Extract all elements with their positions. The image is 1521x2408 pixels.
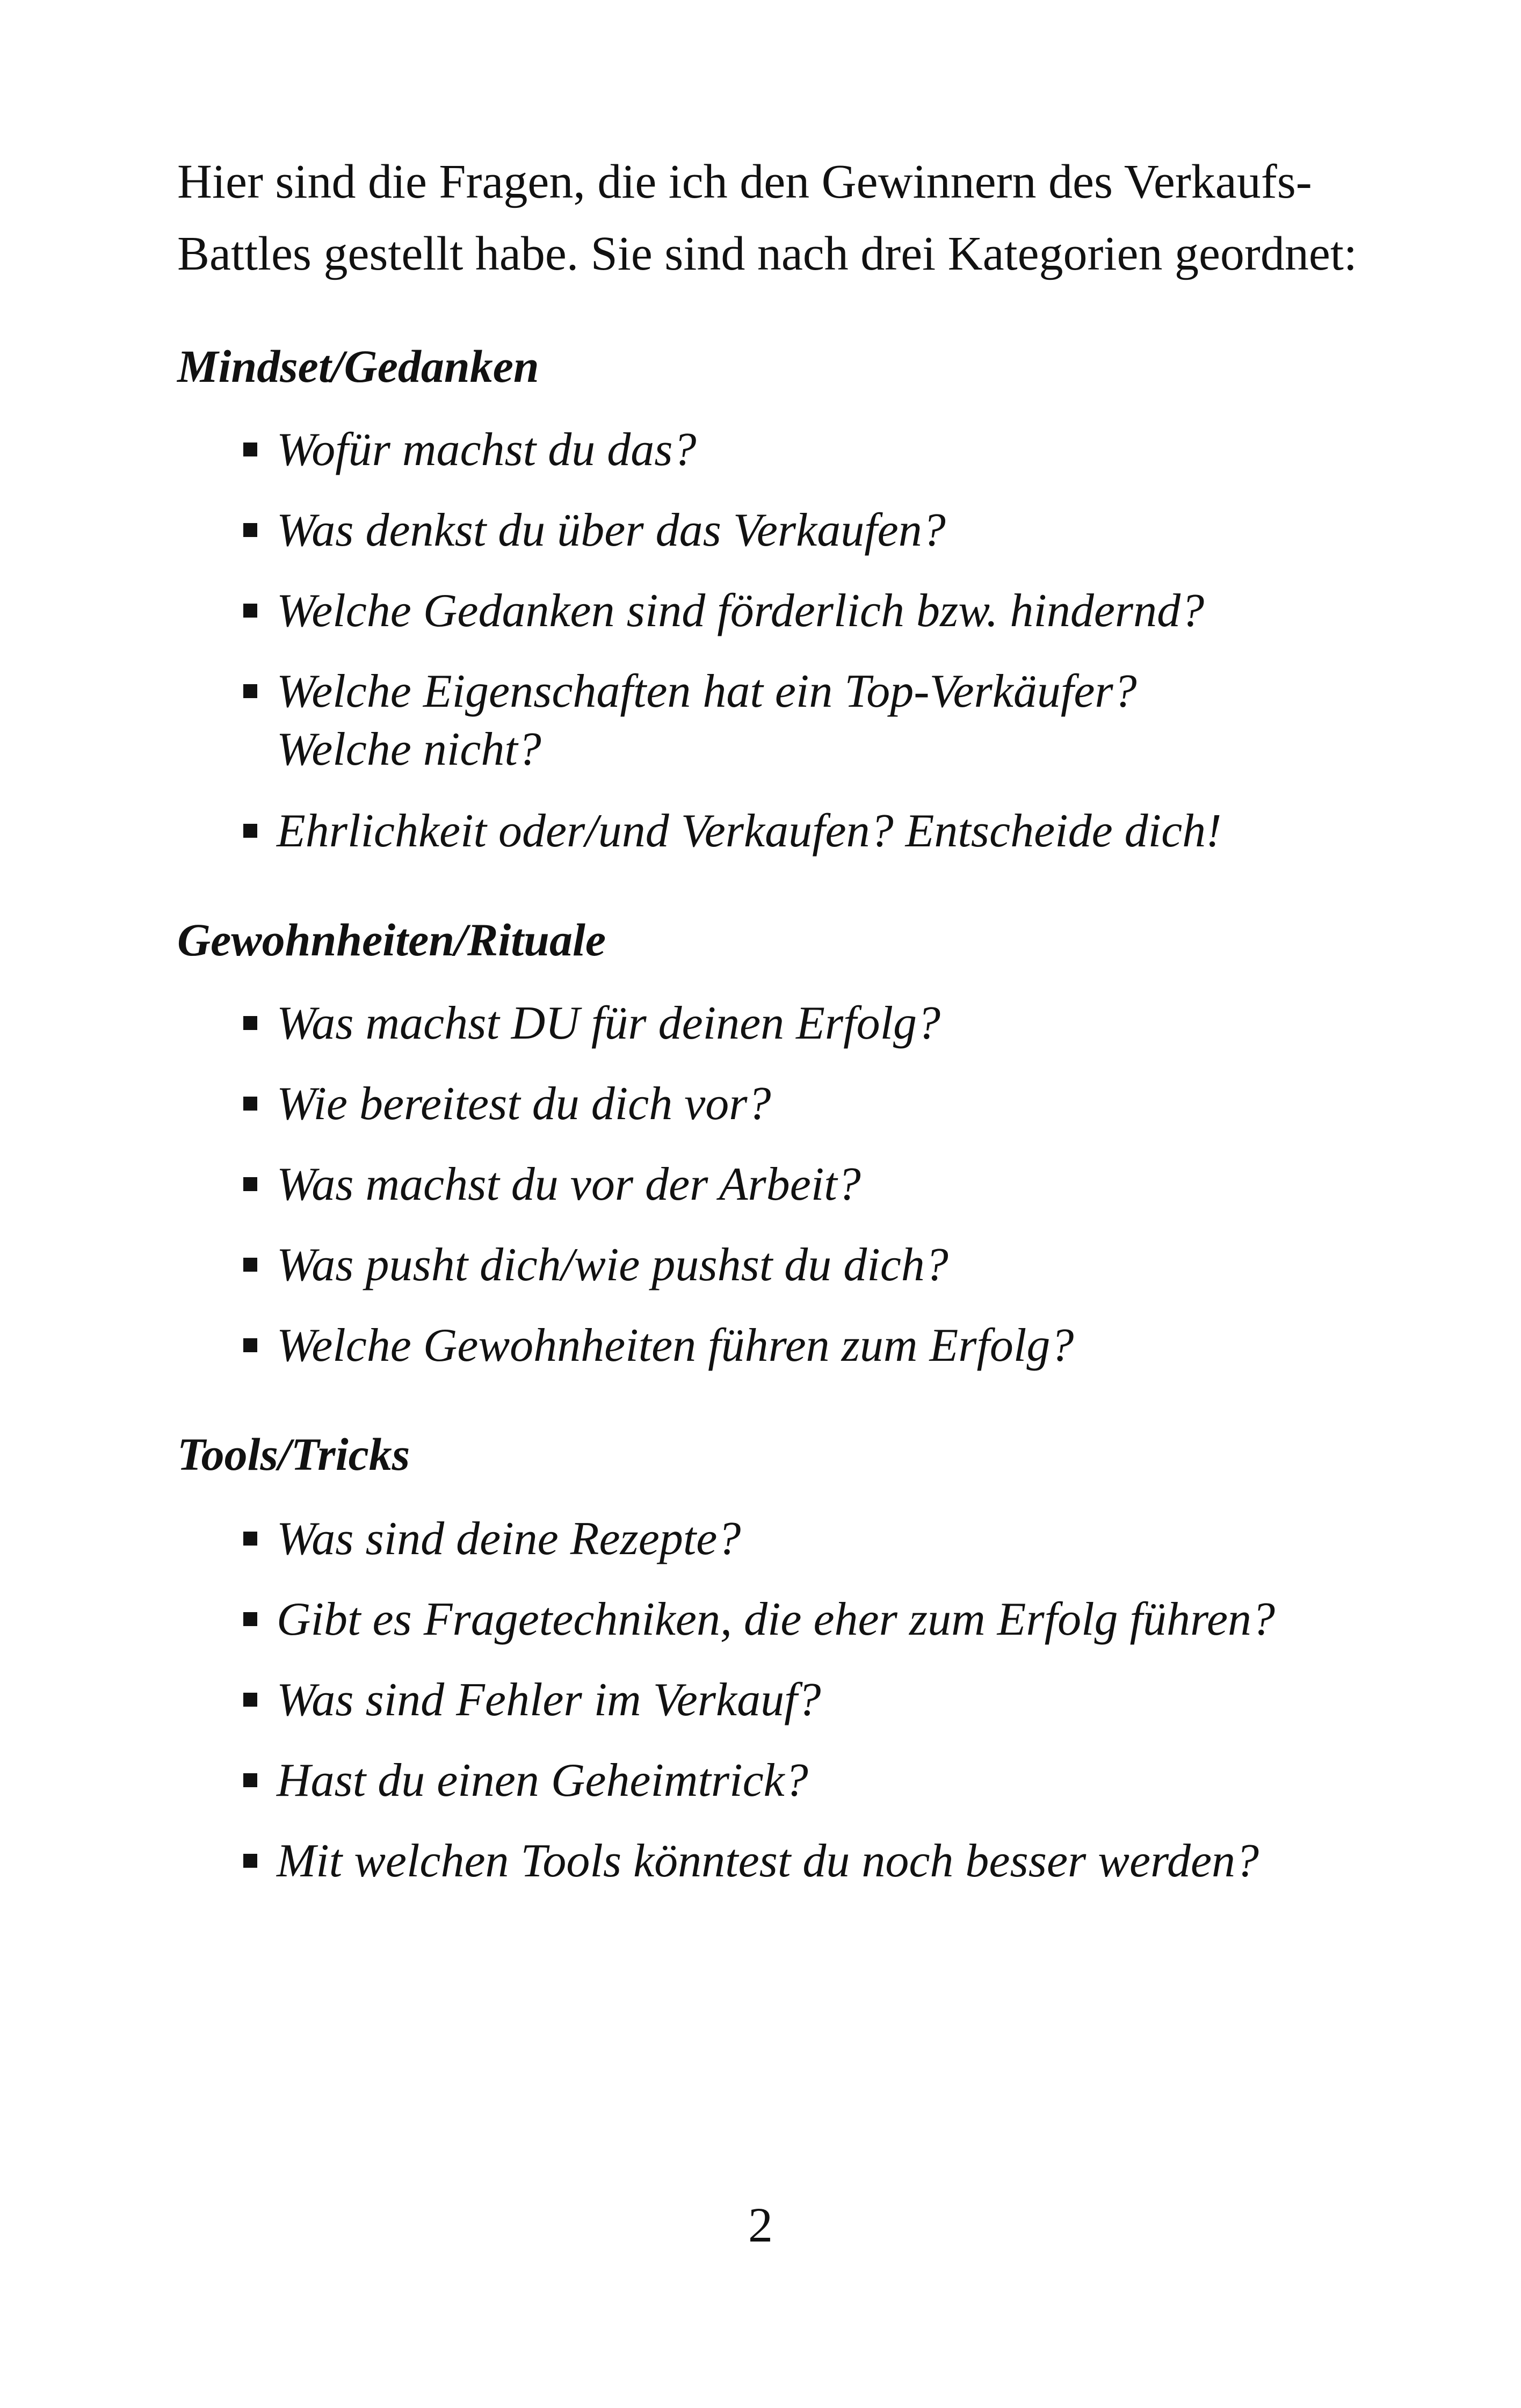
list-item — [250, 421, 696, 479]
bullet-square-icon — [243, 1258, 257, 1272]
intro-line-1: Hier sind die Fragen, die ich den Gewinnern des Verkaufs- — [177, 155, 1312, 208]
list-item-text: Mit welchen Tools könntest du noch besser werden? — [277, 1835, 1259, 1887]
list-item — [250, 1671, 821, 1729]
list-item-text: Welche Eigenschaften hat ein Top-Verkäufer? — [277, 665, 1137, 717]
list-item-text-continued: Welche nicht? — [277, 723, 541, 775]
bullet-square-icon — [243, 684, 257, 698]
bullet-square-icon — [243, 1693, 257, 1707]
list-item-text: Was pusht dich/wie pushst du dich? — [277, 1239, 948, 1291]
list-item-text: Gibt es Fragetechniken, die eher zum Erfolg führen? — [277, 1593, 1275, 1645]
bullet-square-icon — [243, 824, 257, 838]
bullet-square-icon — [243, 523, 257, 537]
bullet-square-icon — [243, 1532, 257, 1546]
list-item-text: Wofür machst du das? — [277, 424, 697, 476]
bullet-square-icon — [243, 1854, 257, 1868]
list-item-text: Welche Gedanken sind förderlich bzw. hindernd? — [277, 585, 1205, 637]
list-item — [250, 1832, 1259, 1890]
bullet-square-icon — [243, 604, 257, 618]
list-item — [250, 1510, 741, 1568]
bullet-square-icon — [243, 1612, 257, 1626]
list-item-text: Welche Gewohnheiten führen zum Erfolg? — [277, 1319, 1074, 1372]
page-number: 2 — [748, 2197, 773, 2252]
list-item — [250, 995, 940, 1053]
intro-paragraph — [177, 146, 1359, 290]
section-heading-mindset: Mindset/Gedanken — [177, 340, 539, 392]
list-item-text: Was sind Fehler im Verkauf? — [277, 1674, 821, 1726]
list-item-text: Was denkst du über das Verkaufen? — [277, 504, 946, 556]
list-item — [250, 1591, 1275, 1649]
list-item — [250, 1752, 808, 1810]
list-item — [250, 1075, 771, 1133]
section-heading-tools: Tools/Tricks — [177, 1428, 410, 1480]
list-item — [250, 802, 1221, 860]
intro-line-2: Battles gestellt habe. Sie sind nach drei Kategorien geordnet: — [177, 227, 1357, 280]
section-heading-gewohnheiten: Gewohnheiten/Rituale — [177, 914, 606, 966]
bullet-square-icon — [243, 1177, 257, 1191]
bullet-square-icon — [243, 1773, 257, 1787]
list-item — [250, 582, 1204, 640]
list-item-text: Hast du einen Geheimtrick? — [277, 1754, 808, 1807]
list-item-text: Was machst du vor der Arbeit? — [277, 1158, 861, 1210]
list-item — [250, 1156, 861, 1214]
list-item-text: Wie bereitest du dich vor? — [277, 1078, 771, 1130]
list-item-text: Was sind deine Rezepte? — [277, 1513, 741, 1565]
bullet-square-icon — [243, 1338, 257, 1352]
bullet-square-icon — [243, 443, 257, 456]
list-item — [250, 1317, 1074, 1375]
list-item-text: Ehrlichkeit oder/und Verkaufen? Entscheide dich! — [277, 805, 1222, 857]
list-item — [250, 663, 1137, 779]
bullet-square-icon — [243, 1097, 257, 1111]
bullet-square-icon — [243, 1016, 257, 1030]
list-item-text: Was machst DU für deinen Erfolg? — [277, 997, 941, 1049]
list-item — [250, 1236, 948, 1294]
list-item — [250, 502, 946, 560]
